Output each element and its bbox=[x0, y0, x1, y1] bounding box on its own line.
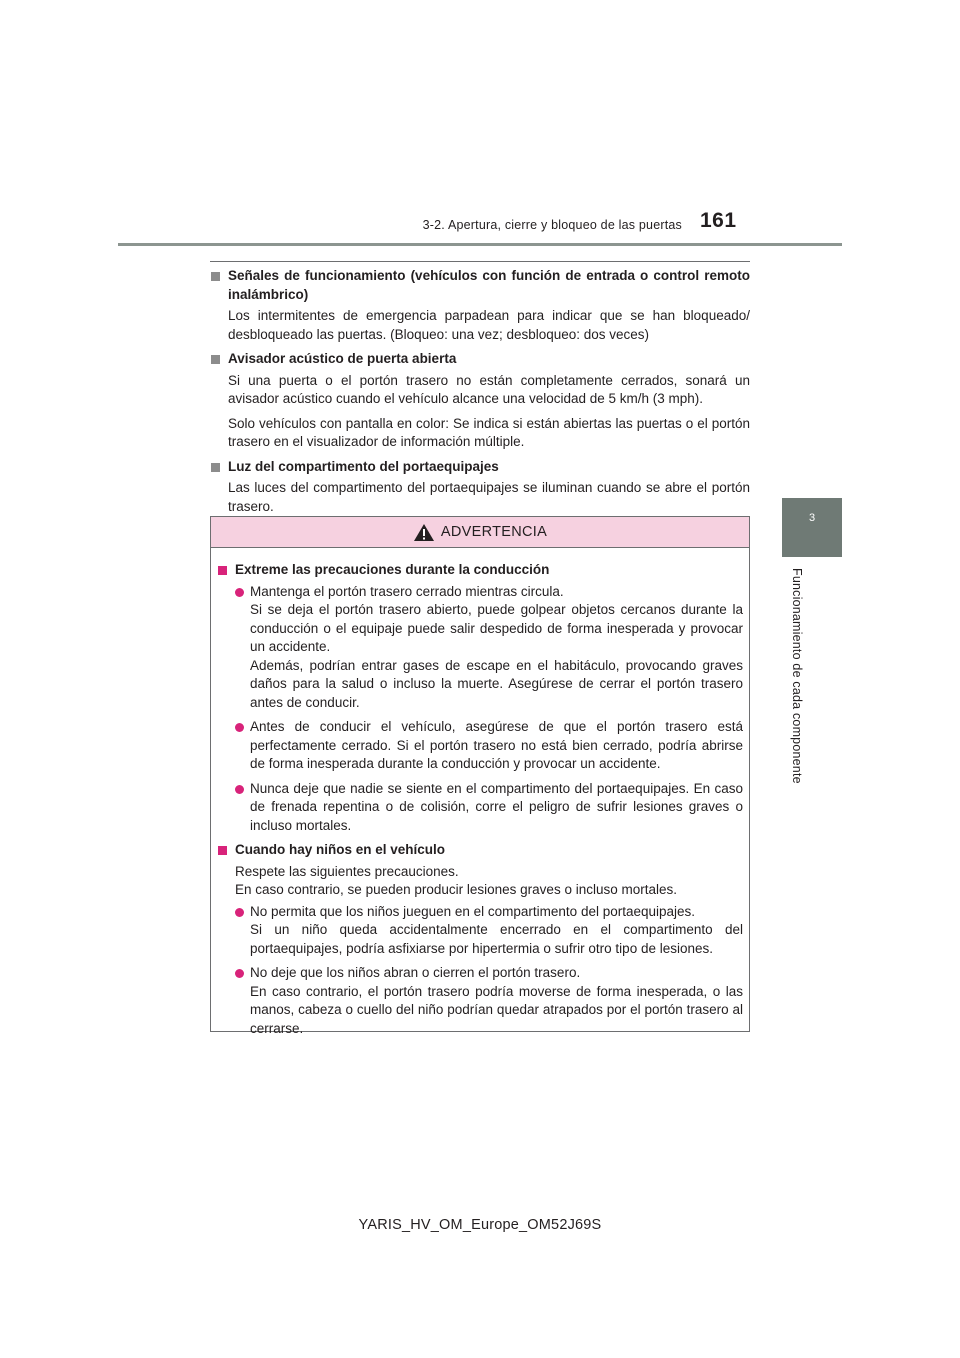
warning-section-heading: Extreme las precauciones durante la conducción bbox=[235, 562, 550, 577]
warning-bullet bbox=[235, 903, 743, 959]
square-bullet-icon bbox=[218, 566, 227, 575]
circle-bullet-icon bbox=[235, 785, 244, 794]
page-number: 161 bbox=[700, 209, 737, 232]
chapter-tab bbox=[782, 498, 842, 557]
warning-bullet bbox=[235, 583, 743, 713]
bullet-line: Si se deja el portón trasero abierto, puede golpear objetos cercanos durante la conducción o el equipaje puede salir despedido de forma inesperada y provocar un accidente. bbox=[250, 602, 743, 654]
warning-box bbox=[210, 516, 750, 1036]
warning-bullet bbox=[235, 780, 743, 836]
warning-triangle-icon bbox=[413, 523, 435, 542]
content-rule bbox=[210, 261, 750, 262]
circle-bullet-icon bbox=[235, 969, 244, 978]
bullet-line: Mantenga el portón trasero cerrado mientras circula. bbox=[250, 583, 564, 599]
info-item bbox=[210, 350, 750, 452]
warning-bullet bbox=[235, 718, 743, 774]
item-paragraph: Solo vehículos con pantalla en color: Se indica si están abiertas las puertas o el portón trasero en el visualizador de información múltiple. bbox=[228, 415, 750, 449]
item-paragraph: Los intermitentes de emergencia parpadean para indicar que se han bloqueado/ desbloqueado las puertas. (Bloqueo: una vez; desbloqueo: dos veces) bbox=[228, 308, 750, 342]
intro-line: Respete las siguientes precauciones. bbox=[235, 863, 459, 879]
bullet-line: En caso contrario, el portón trasero podría moverse de forma inesperada, o las manos, cabeza o cuello del niño podrían quedar atrapados por el portón trasero al cerrarse. bbox=[250, 983, 743, 1036]
chapter-tab-number: 3 bbox=[808, 512, 816, 524]
header-rule bbox=[118, 243, 842, 246]
main-content bbox=[210, 267, 750, 522]
warning-bullet bbox=[235, 964, 743, 1038]
warning-section bbox=[217, 561, 743, 835]
info-item bbox=[210, 458, 750, 517]
bullet-line: Si un niño queda accidentalmente encerrado en el compartimento del portaequipajes, podría asfixiarse por hipertermia o sufrir otro tipo de lesiones. bbox=[250, 922, 743, 956]
item-heading: Luz del compartimento del portaequipajes bbox=[228, 458, 499, 474]
warning-section bbox=[217, 841, 743, 1038]
bullet-line: Antes de conducir el vehículo, asegúrese de que el portón trasero está perfectamente cerrado. Si el portón trasero no está bien cerrado, podría abrirse de forma inesperada durante la conducción y provocar un accidente. bbox=[250, 719, 743, 771]
bullet-line: No deje que los niños abran o cierren el portón trasero. bbox=[250, 965, 581, 980]
square-bullet-icon bbox=[211, 272, 220, 281]
item-paragraph: Si una puerta o el portón trasero no están completamente cerrados, sonará un avisador acústico cuando el vehículo alcance una velocidad de 5 km/h (3 mph). bbox=[228, 372, 750, 406]
circle-bullet-icon bbox=[235, 908, 244, 917]
item-paragraph: Las luces del compartimento del portaequipajes se iluminan cuando se abre el portón trasero. bbox=[228, 480, 750, 514]
bullet-line: Nunca deje que nadie se siente en el compartimento del portaequipajes. En caso de frenada repentina o de colisión, corre el peligro de sufrir lesiones graves o incluso mortales. bbox=[250, 780, 743, 833]
circle-bullet-icon bbox=[235, 723, 244, 732]
warning-header bbox=[211, 517, 749, 548]
intro-line: En caso contrario, se pueden producir lesiones graves o incluso mortales. bbox=[235, 882, 677, 897]
square-bullet-icon bbox=[218, 846, 227, 855]
warning-intro bbox=[235, 863, 743, 900]
bullet-line: No permita que los niños jueguen en el compartimento del portaequipajes. bbox=[250, 903, 696, 919]
footer-document-code: YARIS_HV_OM_Europe_OM52J69S bbox=[358, 1217, 602, 1233]
square-bullet-icon bbox=[211, 355, 220, 364]
item-heading: Avisador acústico de puerta abierta bbox=[228, 351, 457, 366]
bullet-line: Además, podrían entrar gases de escape en el habitáculo, provocando graves daños para la salud o incluso la muerte. Asegúrese de cerrar el portón trasero antes de conducir. bbox=[250, 657, 743, 710]
square-bullet-icon bbox=[211, 463, 220, 472]
info-item bbox=[210, 267, 750, 344]
warning-title: ADVERTENCIA bbox=[440, 524, 548, 540]
circle-bullet-icon bbox=[235, 588, 244, 597]
item-heading: Señales de funcionamiento (vehículos con función de entrada o control remoto inalámbrico) bbox=[228, 268, 750, 302]
header-section-title: 3-2. Apertura, cierre y bloqueo de las puertas bbox=[422, 218, 682, 232]
warning-section-heading: Cuando hay niños en el vehículo bbox=[235, 842, 446, 857]
chapter-tab-label: Funcionamiento de cada componente bbox=[790, 568, 804, 784]
